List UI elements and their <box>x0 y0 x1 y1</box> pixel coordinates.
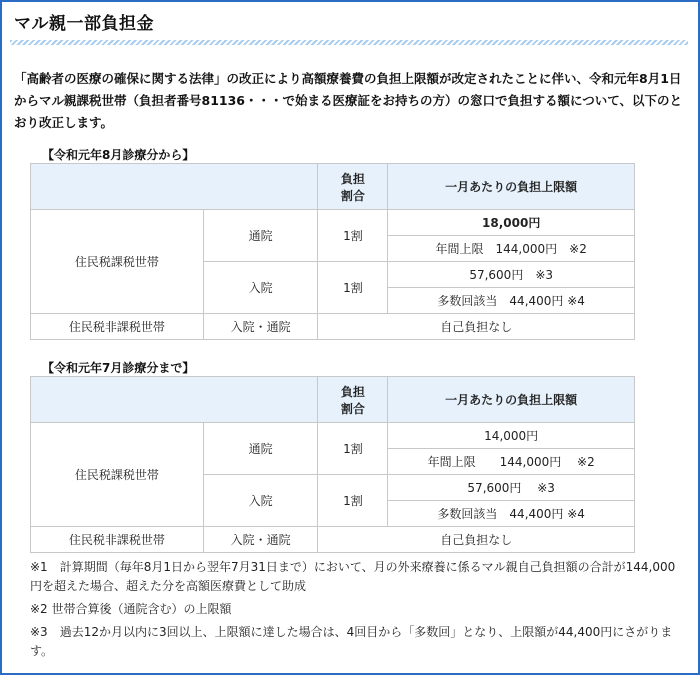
page-title: マル親一部負担金 <box>14 14 154 34</box>
inpatient-ratio: 1割 <box>318 262 388 314</box>
section-heading-from-aug: 【令和元年8月診療分から】 <box>42 148 195 162</box>
header-limit: 一月あたりの負担上限額 <box>388 164 635 210</box>
taxed-household-cell: 住民税課税世帯 <box>31 210 204 314</box>
non-taxed-value: 自己負担なし <box>318 314 635 340</box>
outpatient-label: 通院 <box>203 210 318 262</box>
inpatient-multiple-limit: 多数回該当 44,400円 ※4 <box>388 501 635 527</box>
table-row <box>31 210 635 236</box>
table-row <box>31 314 635 340</box>
table-row <box>31 527 635 553</box>
inpatient-ratio: 1割 <box>318 475 388 527</box>
non-taxed-type: 入院・通院 <box>203 314 318 340</box>
table-header-row <box>31 377 635 423</box>
outpatient-monthly-limit: 14,000円 <box>388 423 635 449</box>
inpatient-monthly-limit: 57,600円 ※3 <box>388 475 635 501</box>
table-header-row <box>31 164 635 210</box>
header-blank <box>31 377 318 423</box>
outpatient-monthly-limit: 18,000円 <box>388 210 635 236</box>
inpatient-multiple-limit: 多数回該当 44,400円 ※4 <box>388 288 635 314</box>
fee-table-from-aug <box>30 163 635 340</box>
footnote-2: ※2 世帯合算後（通院含む）の上限額 <box>30 602 232 616</box>
outpatient-label: 通院 <box>203 423 318 475</box>
header-ratio: 負担 割合 <box>318 377 388 423</box>
inpatient-label: 入院 <box>203 475 318 527</box>
header-blank <box>31 164 318 210</box>
section-heading-until-jul: 【令和元年7月診療分まで】 <box>42 361 195 375</box>
outpatient-annual-limit: 年間上限 144,000円 ※2 <box>388 449 635 475</box>
table-row <box>31 423 635 449</box>
outpatient-annual-limit: 年間上限 144,000円 ※2 <box>388 236 635 262</box>
non-taxed-household-cell: 住民税非課税世帯 <box>31 527 204 553</box>
intro-paragraph: 「高齢者の医療の確保に関する法律」の改正により高額療養費の負担上限額が改定されたことに伴い、令和元年8月1日からマル親課税世帯（負担者番号81136・・・で始まる医療証をお持ちの方）の窓口で負担する額について、以下のとおり改正します。 <box>14 71 682 130</box>
title-divider <box>10 40 688 45</box>
fee-table-until-jul <box>30 376 635 553</box>
inpatient-label: 入院 <box>203 262 318 314</box>
outpatient-ratio: 1割 <box>318 210 388 262</box>
taxed-household-cell: 住民税課税世帯 <box>31 423 204 527</box>
footnote-1: ※1 計算期間（毎年8月1日から翌年7月31日まで）において、月の外来療養に係るマル親自己負担額の合計が144,000円を超えた場合、超えた分を高額医療費として助成 <box>30 560 676 593</box>
non-taxed-household-cell: 住民税非課税世帯 <box>31 314 204 340</box>
inpatient-monthly-limit: 57,600円 ※3 <box>388 262 635 288</box>
non-taxed-type: 入院・通院 <box>203 527 318 553</box>
outpatient-ratio: 1割 <box>318 423 388 475</box>
non-taxed-value: 自己負担なし <box>318 527 635 553</box>
footnote-3: ※3 過去12か月以内に3回以上、上限額に達した場合は、4回目から「多数回」となり、上限額が44,400円にさがります。 <box>30 625 673 658</box>
header-limit: 一月あたりの負担上限額 <box>388 377 635 423</box>
header-ratio: 負担 割合 <box>318 164 388 210</box>
